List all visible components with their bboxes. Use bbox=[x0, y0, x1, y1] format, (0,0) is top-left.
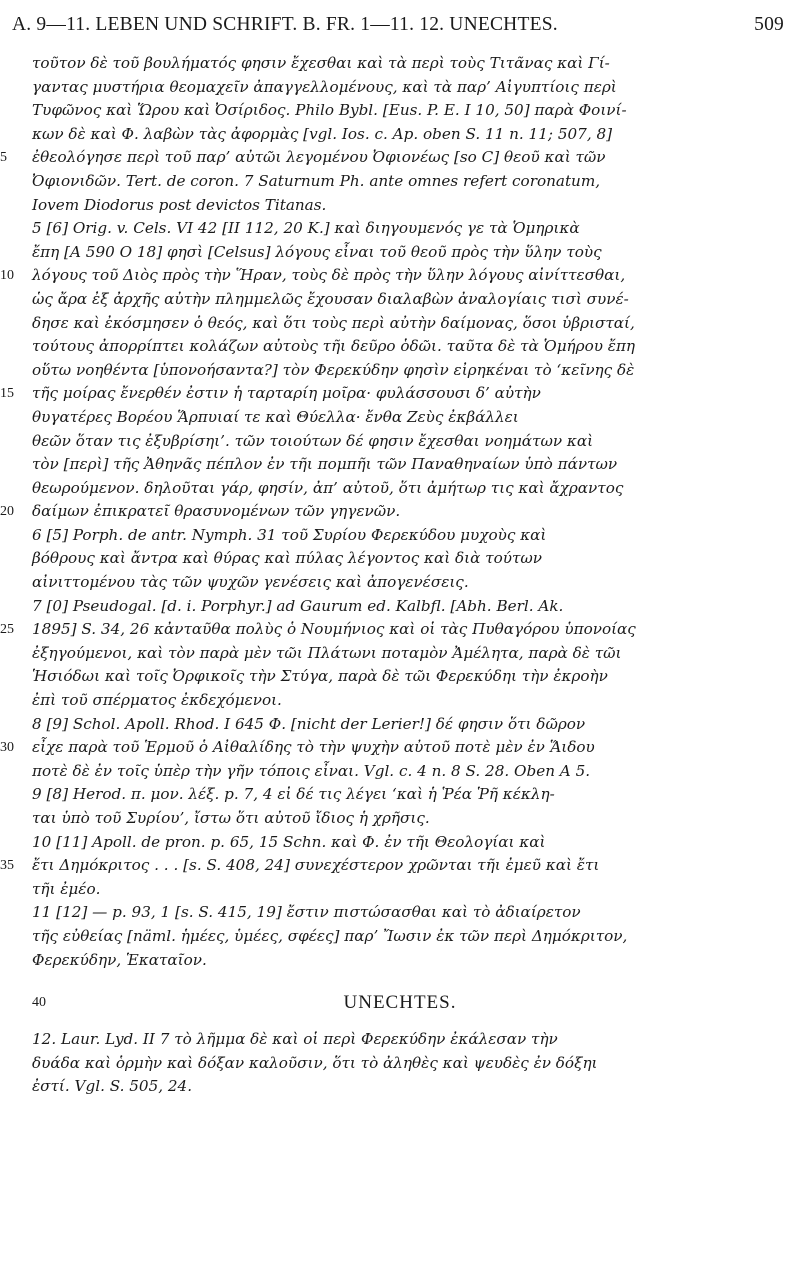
line-text: 9 [8] Herod. π. μον. λέξ. p. 7, 4 εἰ δέ τις λέγει ‘καὶ ἡ Ῥέα Ῥῆ κέκλη- bbox=[32, 785, 555, 804]
line-text: δυάδα καὶ ὁρμὴν καὶ δόξαν καλοῦσιν, ὅτι τὸ ἀληθὲς καὶ ψευδὲς ἐν δόξηι bbox=[32, 1053, 598, 1072]
line-text: εἶχε παρὰ τοῦ Ἑρμοῦ ὁ Αἰθαλίδης τὸ τὴν ψυχὴν αὐτοῦ ποτὲ μὲν ἐν Ἅιδου bbox=[32, 738, 595, 757]
line-text: ἔτι Δημόκριτος . . . [s. S. 408, 24] συνεχέστερον χρῶνται τῆι ἐμεῦ καὶ ἔτι bbox=[32, 856, 600, 875]
line-number: 15 bbox=[0, 386, 14, 402]
text-line bbox=[10, 689, 790, 713]
text-line bbox=[10, 406, 790, 430]
line-text: 7 [0] Pseudogal. [d. i. Porphyr.] ad Gaurum ed. Kalbfl. [Abh. Berl. Ak. bbox=[32, 596, 564, 615]
text-line bbox=[0, 146, 790, 170]
text-line bbox=[10, 217, 790, 241]
line-text: γαντας μυστήρια θεομαχεῖν ἀπαγγελλομένους, καὶ τὰ παρ’ Αἰγυπτίοις περὶ bbox=[32, 77, 617, 96]
text-line bbox=[0, 382, 790, 406]
page-number: 509 bbox=[754, 14, 784, 35]
text-line bbox=[0, 618, 790, 642]
line-text: θυγατέρες Βορέου Ἅρπυιαί τε καὶ Θύελλα· ἔνθα Ζεὺς ἐκβάλλει bbox=[32, 407, 519, 426]
text-line bbox=[10, 288, 790, 312]
line-text: θεῶν ὅταν τις ἐξυβρίσηι’. τῶν τοιούτων δέ φησιν ἔχεσθαι νοημάτων καὶ bbox=[32, 431, 594, 450]
page-header bbox=[12, 8, 784, 42]
line-number: 30 bbox=[0, 740, 14, 756]
line-text: ται ὑπὸ τοῦ Συρίου’, ἴστω ὅτι αὐτοῦ ἴδιος ἡ χρῆσις. bbox=[32, 809, 430, 827]
text-line bbox=[10, 901, 790, 925]
line-text: ἐξηγούμενοι, καὶ τὸν παρὰ μὲν τῶι Πλάτωνι ποταμὸν Ἀμέλητα, παρὰ δὲ τῶι bbox=[32, 643, 622, 662]
text-line bbox=[10, 783, 790, 807]
line-number: 5 bbox=[0, 150, 7, 166]
text-line bbox=[10, 760, 790, 784]
line-text: τῆς μοίρας ἔνερθέν ἐστιν ἡ ταρταρίη μοῖρα· φυλάσσουσι δ’ αὐτὴν bbox=[32, 384, 541, 403]
unechtes-text-block bbox=[10, 1028, 790, 1099]
line-text: Τυφῶνος καὶ Ὥρου καὶ Ὀσίριδος. Philo Bybl. [Eus. P. E. I 10, 50] παρὰ Φοινί- bbox=[32, 101, 627, 120]
text-line bbox=[10, 524, 790, 548]
text-line bbox=[10, 335, 790, 359]
text-line bbox=[10, 665, 790, 689]
line-text: βόθρους καὶ ἄντρα καὶ θύρας καὶ πύλας λέγοντος καὶ διὰ τούτων bbox=[32, 549, 543, 568]
text-line bbox=[10, 595, 790, 619]
line-text: δησε καὶ ἐκόσμησεν ὁ θεός, καὶ ὅτι τοὺς περὶ αὐτὴν δαίμονας, ὅσοι ὑβρισταί, bbox=[32, 313, 635, 332]
line-text: αἰνιττομένου τὰς τῶν ψυχῶν γενέσεις καὶ ἀπογενέσεις. bbox=[32, 573, 469, 592]
line-text: ἐστί. Vgl. S. 505, 24. bbox=[32, 1077, 193, 1096]
text-line bbox=[10, 52, 790, 76]
main-text-block bbox=[0, 52, 790, 972]
line-text: 6 [5] Porph. de antr. Nymph. 31 τοῦ Συρίου Φερεκύδου μυχοὺς καὶ bbox=[32, 525, 547, 544]
line-number: 35 bbox=[0, 858, 14, 874]
text-line bbox=[10, 642, 790, 666]
text-line bbox=[10, 453, 790, 477]
text-line bbox=[10, 76, 790, 100]
line-text: τὸν [περὶ] τῆς Ἀθηνᾶς πέπλον ἐν τῆι πομπῆι τῶν Παναθηναίων ὑπὸ πάντων bbox=[32, 455, 618, 474]
line-text: ἔπη [A 590 O 18] φησὶ [Celsus] λόγους εἶναι τοῦ θεοῦ πρὸς τὴν ὕλην τοὺς bbox=[32, 242, 602, 261]
line-text: 8 [9] Schol. Apoll. Rhod. I 645 Φ. [nicht der Lerier!] δέ φησιν ὅτι δῶρον bbox=[32, 714, 586, 733]
section-title: UNECHTES. bbox=[343, 992, 457, 1014]
line-text: οὕτω νοηθέντα [ὑπονοήσαντα?] τὸν Φερεκύδην φησὶν εἰρηκέναι τὸ ‘κεῖνης δὲ bbox=[32, 360, 635, 379]
line-text: 11 [12] — p. 93, 1 [s. S. 415, 19] ἔστιν πιστώσασθαι καὶ τὸ ἀδιαίρετον bbox=[32, 903, 581, 922]
line-text: Ὀφιονιδῶν. Tert. de coron. 7 Saturnum Ph. ante omnes refert coronatum, bbox=[32, 171, 601, 190]
text-line bbox=[10, 430, 790, 454]
line-text: Iovem Diodorus post devictos Titanas. bbox=[32, 195, 327, 214]
text-line bbox=[10, 312, 790, 336]
text-line bbox=[10, 547, 790, 571]
line-text: ὡς ἄρα ἐξ ἀρχῆς αὐτὴν πλημμελῶς ἔχουσαν διαλαβὼν ἀναλογίαις τισὶ συνέ- bbox=[32, 289, 629, 308]
running-head: A. 9—11. LEBEN UND SCHRIFT. B. FR. 1—11. 12. UNECHTES. bbox=[12, 14, 558, 35]
text-line bbox=[10, 477, 790, 501]
line-text: θεωρούμενον. δηλοῦται γάρ, φησίν, ἀπ’ αὐτοῦ, ὅτι ἀμήτωρ τις καὶ ἄχραντος bbox=[32, 478, 624, 497]
text-line bbox=[0, 264, 790, 288]
line-text: Φερεκύδην, Ἑκαταῖον. bbox=[32, 950, 207, 969]
line-text: ἐπὶ τοῦ σπέρματος ἐκδεχόμενοι. bbox=[32, 691, 282, 710]
line-text: 1895] S. 34, 26 κἀνταῦθα πολὺς ὁ Νουμήνιος καὶ οἱ τὰς Πυθαγόρου ὑπονοίας bbox=[32, 620, 636, 639]
text-line bbox=[10, 713, 790, 737]
line-text: 5 [6] Orig. v. Cels. VI 42 [II 112, 20 K.] καὶ διηγουμενός γε τὰ Ὁμηρικὰ bbox=[32, 219, 580, 238]
line-number: 20 bbox=[0, 504, 14, 520]
text-line bbox=[10, 99, 790, 123]
text-line bbox=[10, 359, 790, 383]
text-line bbox=[10, 1028, 790, 1052]
text-line bbox=[10, 241, 790, 265]
line-text: ἐθεολόγησε περὶ τοῦ παρ’ αὐτῶι λεγομένου Ὀφιονέως [so C] θεοῦ καὶ τῶν bbox=[32, 148, 606, 167]
text-line bbox=[0, 854, 790, 878]
text-body bbox=[0, 52, 790, 1099]
line-text: τούτους ἀπορρίπτει κολάζων αὐτοὺς τῆι δεῦρο ὁδῶι. ταῦτα δὲ τὰ Ὁμήρου ἔπη bbox=[32, 337, 636, 356]
text-line bbox=[10, 123, 790, 147]
text-line bbox=[10, 878, 790, 902]
text-line bbox=[10, 1052, 790, 1076]
text-line bbox=[10, 571, 790, 595]
line-number: 40 bbox=[32, 995, 46, 1011]
line-text: τῆς εὐθείας [näml. ἡμέες, ὑμέες, σφέες] παρ’ Ἴωσιν ἐκ τῶν περὶ Δημόκριτον, bbox=[32, 926, 628, 945]
text-line bbox=[10, 949, 790, 973]
line-number: 10 bbox=[0, 268, 14, 284]
line-text: 12. Laur. Lyd. II 7 τὸ λῆμμα δὲ καὶ οἱ περὶ Φερεκύδην ἐκάλεσαν τὴν bbox=[32, 1030, 558, 1049]
line-text: κων δὲ καὶ Φ. λαβὼν τὰς ἀφορμὰς [vgl. Ios. c. Ap. oben S. 11 n. 11; 507, 8] bbox=[32, 124, 613, 143]
line-text: τοῦτον δὲ τοῦ βουλήματός φησιν ἔχεσθαι καὶ τὰ περὶ τοὺς Τιτᾶνας καὶ Γί- bbox=[32, 54, 610, 72]
line-text: ποτὲ δὲ ἐν τοῖς ὑπὲρ τὴν γῆν τόποις εἶναι. Vgl. c. 4 n. 8 S. 28. Oben A 5. bbox=[32, 761, 591, 780]
text-line bbox=[10, 831, 790, 855]
text-line bbox=[10, 807, 790, 831]
text-line bbox=[10, 170, 790, 194]
text-line bbox=[10, 925, 790, 949]
text-line bbox=[10, 194, 790, 218]
line-number: 25 bbox=[0, 622, 14, 638]
text-line bbox=[0, 736, 790, 760]
line-text: τῆι ἐμέο. bbox=[32, 879, 101, 898]
text-line bbox=[0, 500, 790, 524]
text-line bbox=[10, 1075, 790, 1099]
line-text: 10 [11] Apoll. de pron. p. 65, 15 Schn. καὶ Φ. ἐν τῆι Θεολογίαι καὶ bbox=[32, 832, 546, 851]
line-text: λόγους τοῦ Διὸς πρὸς τὴν Ἥραν, τοὺς δὲ πρὸς τὴν ὕλην λόγους αἰνίττεσθαι, bbox=[32, 266, 626, 285]
line-text: Ἡσιόδωι καὶ τοῖς Ὀρφικοῖς τὴν Στύγα, παρὰ δὲ τῶι Φερεκύδηι τὴν ἐκροὴν bbox=[32, 667, 608, 686]
section-heading bbox=[10, 988, 790, 1018]
line-text: δαίμων ἐπικρατεῖ θρασυνομένων τῶν γηγενῶν. bbox=[32, 502, 401, 521]
